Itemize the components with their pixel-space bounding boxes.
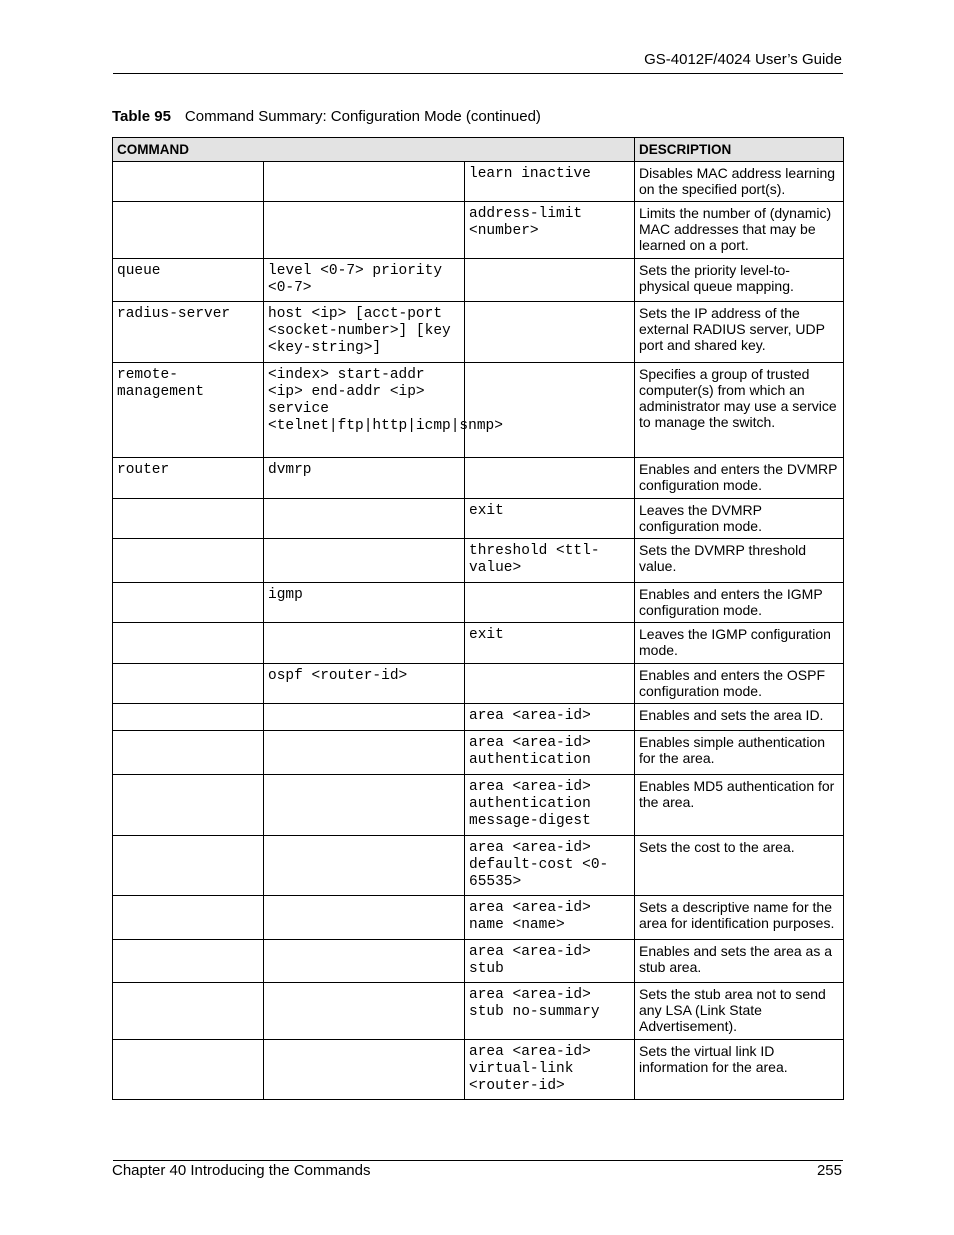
- table-row: [113, 539, 844, 583]
- subcommand-cell: [264, 704, 465, 731]
- subcommand-cell: dvmrp: [264, 458, 465, 499]
- subcommand-cell: [264, 896, 465, 940]
- description-cell: Sets the priority level-to-physical queue mapping.: [635, 259, 844, 302]
- subcommand-cell: [264, 623, 465, 664]
- footer-divider: [113, 1160, 843, 1161]
- subcommand-cell: igmp: [264, 583, 465, 623]
- command-cell: radius-server: [113, 302, 264, 363]
- description-cell: Enables and sets the area ID.: [635, 704, 844, 731]
- command-cell: queue: [113, 259, 264, 302]
- description-cell: Enables simple authentication for the area.: [635, 731, 844, 775]
- footer-chapter: Chapter 40 Introducing the Commands: [112, 1162, 371, 1179]
- subcommand-cell: [264, 940, 465, 983]
- option-cell: area <area-id> stub: [465, 940, 635, 983]
- description-cell: Enables and enters the OSPF configuration mode.: [635, 664, 844, 704]
- option-cell: area <area-id> virtual-link <router-id>: [465, 1040, 635, 1100]
- command-cell: [113, 539, 264, 583]
- table-row: [113, 704, 844, 731]
- option-cell: exit: [465, 499, 635, 539]
- document-header-title: GS-4012F/4024 User’s Guide: [644, 51, 842, 68]
- subcommand-cell: [264, 983, 465, 1040]
- table-row: [113, 940, 844, 983]
- option-cell: area <area-id>: [465, 704, 635, 731]
- option-cell: area <area-id> stub no-summary: [465, 983, 635, 1040]
- table-row: [113, 583, 844, 623]
- command-cell: [113, 664, 264, 704]
- subcommand-cell: [264, 499, 465, 539]
- description-cell: Enables MD5 authentication for the area.: [635, 775, 844, 836]
- table-caption: [112, 108, 541, 125]
- description-cell: Leaves the DVMRP configuration mode.: [635, 499, 844, 539]
- subcommand-cell: ospf <router-id>: [264, 664, 465, 704]
- table-row: [113, 1040, 844, 1100]
- table-row: [113, 302, 844, 363]
- footer-page-number: 255: [816, 1162, 842, 1179]
- table-row: [113, 499, 844, 539]
- subcommand-cell: [264, 775, 465, 836]
- option-cell: [465, 583, 635, 623]
- table-caption-text: Command Summary: Configuration Mode (continued): [184, 108, 541, 125]
- command-cell: [113, 940, 264, 983]
- command-cell: [113, 623, 264, 664]
- subcommand-cell: [264, 539, 465, 583]
- description-cell: Enables and enters the DVMRP configuration mode.: [635, 458, 844, 499]
- command-cell: [113, 499, 264, 539]
- description-cell: Sets the cost to the area.: [635, 836, 844, 896]
- option-cell: area <area-id> name <name>: [465, 896, 635, 940]
- subcommand-cell: <index> start-addr <ip> end-addr <ip> service <telnet|ftp|http|icmp|snmp>: [264, 363, 465, 458]
- description-cell: Enables and enters the IGMP configuration mode.: [635, 583, 844, 623]
- option-cell: learn inactive: [465, 162, 635, 202]
- table-row: [113, 731, 844, 775]
- command-cell: [113, 983, 264, 1040]
- description-cell: Sets the IP address of the external RADIUS server, UDP port and shared key.: [635, 302, 844, 363]
- description-cell: Sets a descriptive name for the area for identification purposes.: [635, 896, 844, 940]
- option-cell: [465, 458, 635, 499]
- command-column-header: COMMAND: [113, 138, 635, 162]
- description-cell: Sets the DVMRP threshold value.: [635, 539, 844, 583]
- table-row: [113, 664, 844, 704]
- option-cell: [465, 302, 635, 363]
- table-row: [113, 259, 844, 302]
- subcommand-cell: level <0-7> priority <0-7>: [264, 259, 465, 302]
- option-cell: exit: [465, 623, 635, 664]
- description-cell: Enables and sets the area as a stub area.: [635, 940, 844, 983]
- command-cell: [113, 583, 264, 623]
- table-row: [113, 458, 844, 499]
- table-row: [113, 162, 844, 202]
- table-row: [113, 896, 844, 940]
- command-cell: [113, 162, 264, 202]
- option-cell: area <area-id> authentication message-digest: [465, 775, 635, 836]
- command-cell: [113, 836, 264, 896]
- command-cell: [113, 1040, 264, 1100]
- option-cell: address-limit <number>: [465, 202, 635, 259]
- header-divider: [113, 73, 843, 74]
- command-cell: [113, 704, 264, 731]
- table-row: [113, 836, 844, 896]
- command-cell: [113, 202, 264, 259]
- command-cell: [113, 775, 264, 836]
- subcommand-cell: [264, 731, 465, 775]
- description-cell: Limits the number of (dynamic) MAC addresses that may be learned on a port.: [635, 202, 844, 259]
- table-row: [113, 202, 844, 259]
- subcommand-cell: [264, 836, 465, 896]
- subcommand-cell: host <ip> [acct-port <socket-number>] [key <key-string>]: [264, 302, 465, 363]
- option-cell: [465, 363, 635, 458]
- description-cell: Disables MAC address learning on the specified port(s).: [635, 162, 844, 202]
- description-column-header: DESCRIPTION: [635, 138, 844, 162]
- table-row: [113, 363, 844, 458]
- subcommand-cell: [264, 162, 465, 202]
- table-row: [113, 775, 844, 836]
- description-cell: Leaves the IGMP configuration mode.: [635, 623, 844, 664]
- table-header-row: [113, 138, 844, 162]
- command-cell: [113, 896, 264, 940]
- option-cell: area <area-id> authentication: [465, 731, 635, 775]
- option-cell: area <area-id> default-cost <0-65535>: [465, 836, 635, 896]
- description-cell: Specifies a group of trusted computer(s) from which an administrator may use a service to manage the switch.: [635, 363, 844, 458]
- description-cell: Sets the stub area not to send any LSA (Link State Advertisement).: [635, 983, 844, 1040]
- option-cell: threshold <ttl-value>: [465, 539, 635, 583]
- option-cell: [465, 259, 635, 302]
- subcommand-cell: [264, 1040, 465, 1100]
- command-cell: router: [113, 458, 264, 499]
- description-cell: Sets the virtual link ID information for the area.: [635, 1040, 844, 1100]
- command-cell: [113, 731, 264, 775]
- table-row: [113, 623, 844, 664]
- subcommand-cell: [264, 202, 465, 259]
- command-cell: remote-management: [113, 363, 264, 458]
- table-row: [113, 983, 844, 1040]
- option-cell: [465, 664, 635, 704]
- table-number: Table 95: [112, 108, 171, 125]
- command-summary-table: [112, 137, 844, 1100]
